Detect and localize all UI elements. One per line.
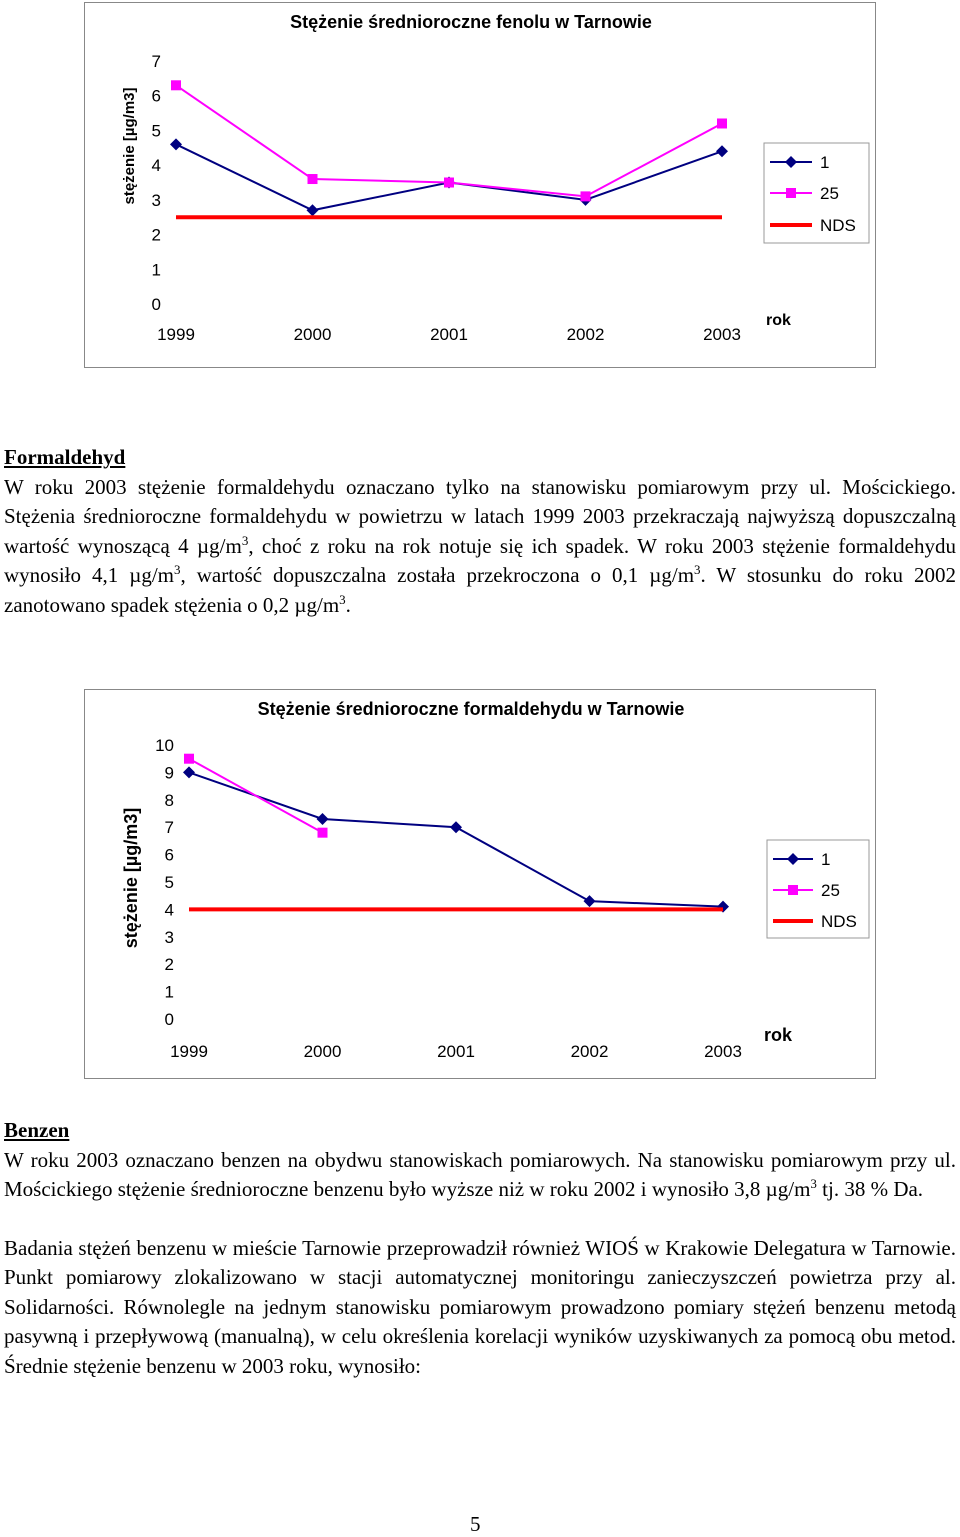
- data-point-1: [716, 145, 728, 157]
- benzene-paragraph-2: Badania stężeń benzenu w mieście Tarnowie przeprowadził również WIOŚ w Krakowie Delegatura w Tarnowie. Punkt pomiarowy zlokalizowano w stacji automatycznej monitoringu zanieczyszczeń powietrza przy al. Solidarności. Równolegle na jednym stanowisku pomiarowym prowadzono pomiary stężeń benzenu metodą pasywną i przepływową (manualną), w celu określenia korelacji wyników uzyskiwanych za pomocą obu metod. Średnie stężenie benzenu w 2003 roku, wynosiło:: [4, 1235, 956, 1378]
- chart-title: Stężenie średnioroczne fenolu w Tarnowie: [290, 12, 652, 32]
- page-number: 5: [470, 1512, 481, 1536]
- x-tick-labels: [170, 1042, 742, 1061]
- legend-label-25: 25: [820, 184, 839, 203]
- formaldehyde-chart-svg: [85, 690, 875, 1078]
- y-tick-label: 0: [164, 1010, 174, 1029]
- y-axis-label: stężenie [µg/m3]: [121, 87, 138, 205]
- y-tick-labels: [152, 52, 161, 314]
- data-point-1: [450, 821, 462, 833]
- x-tick-label: 2003: [704, 1042, 742, 1061]
- legend-label-1: 1: [821, 850, 831, 869]
- y-tick-label: 3: [164, 927, 174, 947]
- data-point-25: [171, 80, 181, 90]
- legend-marker-25: [786, 188, 796, 198]
- data-point-25: [581, 191, 591, 201]
- y-tick-label: 1: [151, 260, 161, 280]
- superscript: 3: [810, 1176, 817, 1191]
- legend-label-25: 25: [821, 881, 840, 900]
- text-run: , choć z roku na rok notuje się ich spadek. W roku 2003 stężenie formaldehydu wynosiło 4,1 µg/m: [4, 533, 956, 587]
- legend: [767, 840, 869, 938]
- text-run: .: [345, 592, 351, 617]
- benzene-section: [4, 1116, 956, 1381]
- x-tick-labels: [157, 325, 741, 344]
- x-tick-label: 2000: [303, 1042, 342, 1061]
- plot-area: [183, 754, 729, 913]
- text-run: . W stosunku do roku 2002 zanotowano spadek stężenia o 0,2 µg/m: [4, 563, 956, 617]
- text-run: W roku 2003 oznaczano benzen na obydwu stanowiskach pomiarowych. Na stanowisku pomiarowym przy ul. Mościckiego stężenie średnioroczne benzenu było wyższe niż w roku 2002 i wynosiło 3,8 µg/m: [4, 1147, 956, 1201]
- legend-marker-25: [788, 885, 798, 895]
- data-point-1: [317, 813, 329, 825]
- text-run: tj. 38 % Da.: [816, 1177, 924, 1201]
- y-tick-label: 9: [164, 763, 174, 783]
- y-tick-label: 8: [164, 790, 174, 810]
- formaldehyde-paragraph: [4, 473, 956, 621]
- benzene-paragraph-1: [4, 1146, 956, 1205]
- data-point-1: [183, 766, 195, 778]
- y-tick-label: 6: [164, 845, 174, 865]
- x-tick-label: 2002: [566, 325, 605, 344]
- y-axis-label: stężenie [µg/m3]: [121, 807, 141, 949]
- data-point-25: [308, 174, 318, 184]
- x-axis-label: rok: [766, 312, 791, 329]
- y-tick-label: 2: [164, 955, 174, 975]
- superscript: 3: [694, 562, 701, 577]
- y-tick-label: 1: [164, 982, 174, 1002]
- y-tick-label: 5: [164, 873, 174, 892]
- data-point-1: [307, 204, 319, 216]
- x-tick-label: 1999: [157, 325, 195, 344]
- legend: [764, 143, 869, 243]
- y-tick-label: 7: [164, 818, 174, 838]
- y-tick-label: 7: [151, 52, 161, 71]
- benzene-heading: Benzen: [4, 1118, 70, 1142]
- formaldehyde-heading: Formaldehyd: [4, 445, 126, 469]
- legend-label-nds: NDS: [821, 912, 857, 931]
- data-point-1: [170, 138, 182, 150]
- y-tick-labels: [155, 736, 174, 1029]
- y-tick-label: 0: [151, 295, 161, 314]
- plot-area: [170, 80, 728, 217]
- y-tick-label: 6: [151, 86, 161, 106]
- superscript: 3: [174, 562, 181, 577]
- x-tick-label: 2003: [703, 325, 741, 344]
- series-line-1: [189, 772, 723, 906]
- x-tick-label: 2002: [570, 1042, 609, 1061]
- phenol-chart-svg: [85, 3, 875, 367]
- series-line-25: [189, 759, 323, 833]
- phenol-chart: [84, 2, 876, 368]
- x-axis-label: rok: [764, 1025, 793, 1045]
- y-tick-label: 2: [151, 225, 161, 245]
- superscript: 3: [241, 532, 249, 548]
- data-point-25: [717, 118, 727, 128]
- legend-label-1: 1: [820, 153, 830, 172]
- x-tick-label: 2000: [293, 325, 332, 344]
- text-run: W roku 2003 stężenie formaldehydu oznaczano tylko na stanowisku pomiarowym przy ul. Mościckiego. Stężenia średnioroczne formaldehydu w powietrzu w latach 1999 2003 przekraczają najwyższą dopuszczalną wartość wynoszącą 4 µg/m: [4, 474, 956, 558]
- chart-title: Stężenie średnioroczne formaldehydu w Tarnowie: [257, 699, 685, 719]
- x-tick-label: 2001: [437, 1042, 475, 1061]
- formaldehyde-chart: [84, 689, 876, 1079]
- superscript: 3: [339, 591, 346, 607]
- y-tick-label: 3: [151, 190, 161, 210]
- x-tick-label: 2001: [430, 325, 468, 344]
- y-tick-label: 10: [155, 736, 174, 755]
- legend-label-nds: NDS: [820, 216, 856, 235]
- x-tick-label: 1999: [170, 1042, 208, 1061]
- y-tick-label: 5: [151, 121, 161, 141]
- data-point-25: [184, 754, 194, 764]
- y-tick-label: 4: [151, 156, 161, 176]
- y-tick-label: 4: [164, 900, 174, 920]
- formaldehyde-section: [4, 443, 956, 620]
- data-point-25: [318, 828, 328, 838]
- data-point-25: [444, 178, 454, 188]
- data-point-1: [584, 895, 596, 907]
- text-run: , wartość dopuszczalna została przekroczona o 0,1 µg/m: [180, 563, 695, 587]
